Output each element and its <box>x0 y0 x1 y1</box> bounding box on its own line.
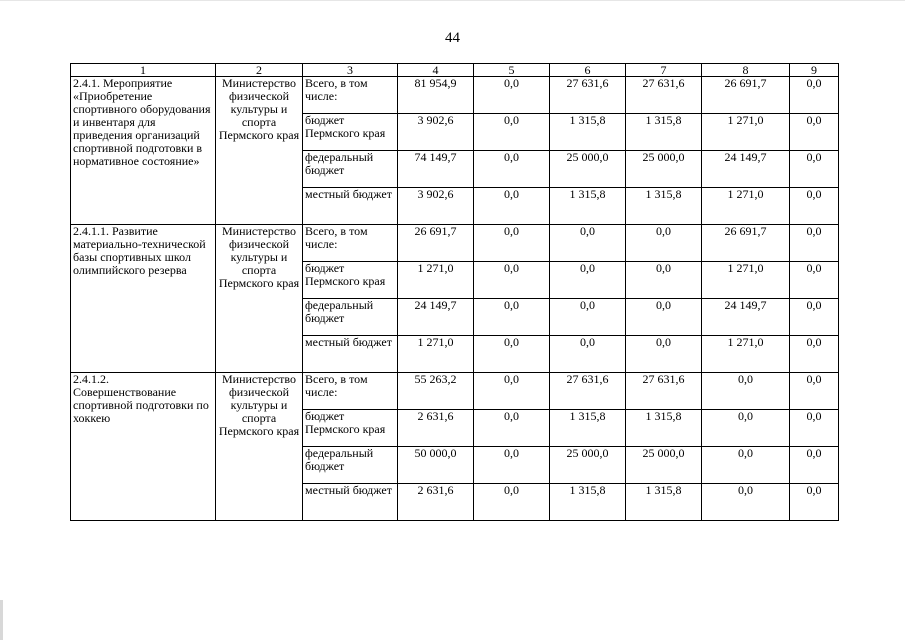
amount-cell: 27 631,6 <box>550 77 626 114</box>
funding-source-cell: Всего, в том числе: <box>303 225 398 262</box>
amount-cell: 1 315,8 <box>550 484 626 521</box>
amount-cell: 0,0 <box>474 299 550 336</box>
funding-source-cell: федеральный бюджет <box>303 151 398 188</box>
amount-cell: 1 315,8 <box>626 410 702 447</box>
table-row <box>71 225 839 262</box>
column-header: 8 <box>702 64 790 77</box>
amount-cell: 1 315,8 <box>550 188 626 225</box>
amount-cell: 0,0 <box>474 225 550 262</box>
amount-cell: 1 315,8 <box>626 188 702 225</box>
amount-cell: 2 631,6 <box>398 410 474 447</box>
amount-cell: 0,0 <box>474 373 550 410</box>
executor-cell: Министерство физической культуры и спорта Пермского края <box>216 373 303 521</box>
table-body <box>71 77 839 521</box>
amount-cell: 0,0 <box>474 447 550 484</box>
amount-cell: 0,0 <box>790 336 839 373</box>
scan-edge-mark <box>0 600 3 640</box>
column-header: 5 <box>474 64 550 77</box>
amount-cell: 0,0 <box>626 299 702 336</box>
amount-cell: 2 631,6 <box>398 484 474 521</box>
column-header: 3 <box>303 64 398 77</box>
amount-cell: 0,0 <box>474 77 550 114</box>
table-row <box>71 373 839 410</box>
amount-cell: 0,0 <box>702 373 790 410</box>
amount-cell: 50 000,0 <box>398 447 474 484</box>
amount-cell: 0,0 <box>550 336 626 373</box>
funding-source-cell: бюджет Пермского края <box>303 262 398 299</box>
funding-source-cell: местный бюджет <box>303 484 398 521</box>
amount-cell: 0,0 <box>790 299 839 336</box>
amount-cell: 1 271,0 <box>702 336 790 373</box>
amount-cell: 0,0 <box>474 410 550 447</box>
amount-cell: 27 631,6 <box>626 77 702 114</box>
budget-table <box>70 63 839 521</box>
amount-cell: 0,0 <box>550 262 626 299</box>
column-header: 9 <box>790 64 839 77</box>
amount-cell: 55 263,2 <box>398 373 474 410</box>
amount-cell: 3 902,6 <box>398 114 474 151</box>
amount-cell: 0,0 <box>790 484 839 521</box>
funding-source-cell: бюджет Пермского края <box>303 410 398 447</box>
amount-cell: 1 271,0 <box>398 336 474 373</box>
amount-cell: 0,0 <box>474 336 550 373</box>
amount-cell: 0,0 <box>790 225 839 262</box>
amount-cell: 0,0 <box>474 484 550 521</box>
column-header: 2 <box>216 64 303 77</box>
amount-cell: 0,0 <box>790 447 839 484</box>
amount-cell: 25 000,0 <box>626 151 702 188</box>
funding-source-cell: Всего, в том числе: <box>303 77 398 114</box>
funding-source-cell: местный бюджет <box>303 336 398 373</box>
amount-cell: 1 315,8 <box>550 114 626 151</box>
activity-name-cell: 2.4.1. Мероприятие «Приобретение спортивного оборудования и инвентаря для приведения организаций спортивной подготовки в нормативное состояние» <box>71 77 216 225</box>
funding-source-cell: местный бюджет <box>303 188 398 225</box>
amount-cell: 0,0 <box>790 77 839 114</box>
funding-source-cell: федеральный бюджет <box>303 299 398 336</box>
amount-cell: 24 149,7 <box>398 299 474 336</box>
amount-cell: 1 315,8 <box>626 484 702 521</box>
executor-cell: Министерство физической культуры и спорта Пермского края <box>216 77 303 225</box>
amount-cell: 26 691,7 <box>702 225 790 262</box>
amount-cell: 0,0 <box>626 225 702 262</box>
scan-top-edge <box>0 0 905 1</box>
table-row <box>71 77 839 114</box>
amount-cell: 26 691,7 <box>702 77 790 114</box>
funding-source-cell: Всего, в том числе: <box>303 373 398 410</box>
amount-cell: 0,0 <box>790 262 839 299</box>
amount-cell: 0,0 <box>790 410 839 447</box>
amount-cell: 0,0 <box>550 299 626 336</box>
amount-cell: 1 271,0 <box>702 188 790 225</box>
column-header: 1 <box>71 64 216 77</box>
amount-cell: 0,0 <box>474 151 550 188</box>
amount-cell: 0,0 <box>626 262 702 299</box>
amount-cell: 27 631,6 <box>550 373 626 410</box>
column-number-row <box>71 64 839 77</box>
amount-cell: 0,0 <box>702 410 790 447</box>
amount-cell: 0,0 <box>702 447 790 484</box>
page-number: 44 <box>445 30 460 46</box>
column-header: 6 <box>550 64 626 77</box>
amount-cell: 25 000,0 <box>626 447 702 484</box>
amount-cell: 0,0 <box>474 262 550 299</box>
amount-cell: 1 315,8 <box>550 410 626 447</box>
amount-cell: 0,0 <box>790 114 839 151</box>
amount-cell: 0,0 <box>474 188 550 225</box>
amount-cell: 3 902,6 <box>398 188 474 225</box>
amount-cell: 0,0 <box>790 373 839 410</box>
executor-cell: Министерство физической культуры и спорта Пермского края <box>216 225 303 373</box>
amount-cell: 0,0 <box>790 151 839 188</box>
activity-name-cell: 2.4.1.1. Развитие материально-технической базы спортивных школ олимпийского резерва <box>71 225 216 373</box>
amount-cell: 25 000,0 <box>550 151 626 188</box>
amount-cell: 0,0 <box>626 336 702 373</box>
amount-cell: 0,0 <box>702 484 790 521</box>
amount-cell: 0,0 <box>474 114 550 151</box>
amount-cell: 74 149,7 <box>398 151 474 188</box>
amount-cell: 24 149,7 <box>702 151 790 188</box>
amount-cell: 25 000,0 <box>550 447 626 484</box>
amount-cell: 24 149,7 <box>702 299 790 336</box>
amount-cell: 27 631,6 <box>626 373 702 410</box>
amount-cell: 1 271,0 <box>398 262 474 299</box>
amount-cell: 1 315,8 <box>626 114 702 151</box>
amount-cell: 1 271,0 <box>702 262 790 299</box>
column-header: 7 <box>626 64 702 77</box>
amount-cell: 81 954,9 <box>398 77 474 114</box>
funding-source-cell: бюджет Пермского края <box>303 114 398 151</box>
column-header: 4 <box>398 64 474 77</box>
amount-cell: 0,0 <box>790 188 839 225</box>
amount-cell: 0,0 <box>550 225 626 262</box>
funding-source-cell: федеральный бюджет <box>303 447 398 484</box>
amount-cell: 26 691,7 <box>398 225 474 262</box>
activity-name-cell: 2.4.1.2. Совершенствование спортивной подготовки по хоккею <box>71 373 216 521</box>
amount-cell: 1 271,0 <box>702 114 790 151</box>
